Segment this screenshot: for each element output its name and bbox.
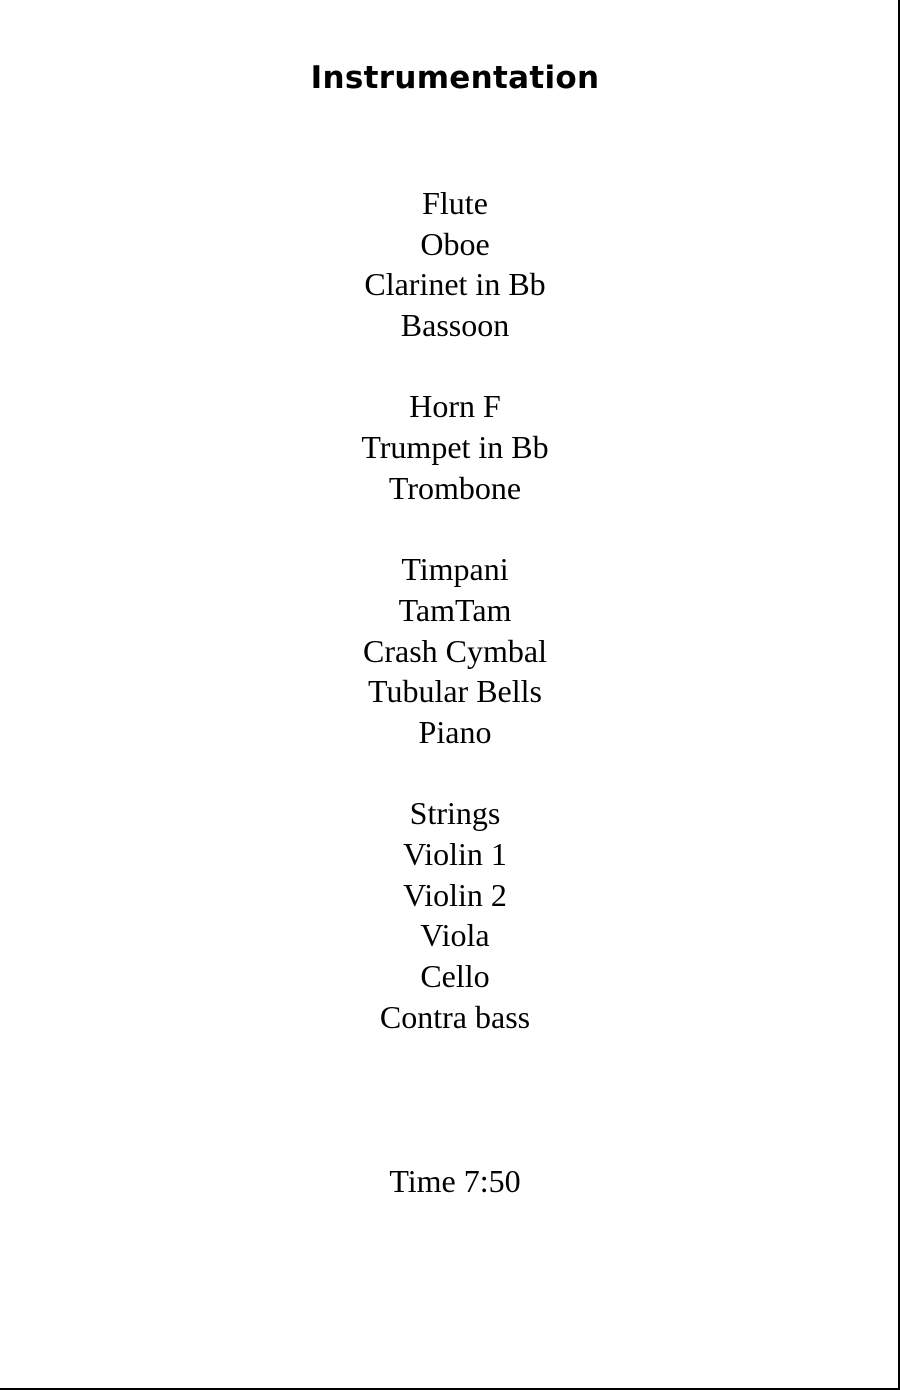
instrument-name: Crash Cymbal [363,632,547,669]
instrument-name: Cello [420,958,490,995]
woodwinds-group [0,183,900,346]
instrument-name: Flute [422,185,488,221]
instrument-name: Oboe [420,225,490,262]
instrument-name: Trumpet in Bb [361,429,549,466]
instrument-name: Strings [409,795,501,832]
page-title: Instrumentation [310,60,600,96]
instrument-name: Piano [418,713,492,750]
instrument-list [0,183,900,1078]
instrument-name: Trombone [388,469,522,506]
brass-group [0,386,900,508]
instrument-name: Horn F [409,388,501,425]
instrument-name: Tubular Bells [368,673,542,710]
instrument-name: Timpani [401,551,509,588]
strings-group [0,793,900,1037]
instrument-name: TamTam [398,591,512,628]
instrument-name: Bassoon [400,307,510,344]
instrument-name: Contra bass [379,998,531,1035]
instrument-name: Viola [420,917,490,954]
instrument-name: Clarinet in Bb [364,266,546,303]
duration-text: Time 7:50 [389,1163,521,1199]
instrument-name: Violin 1 [403,836,507,872]
percussion-group [0,549,900,752]
instrument-name: Violin 2 [403,876,507,913]
